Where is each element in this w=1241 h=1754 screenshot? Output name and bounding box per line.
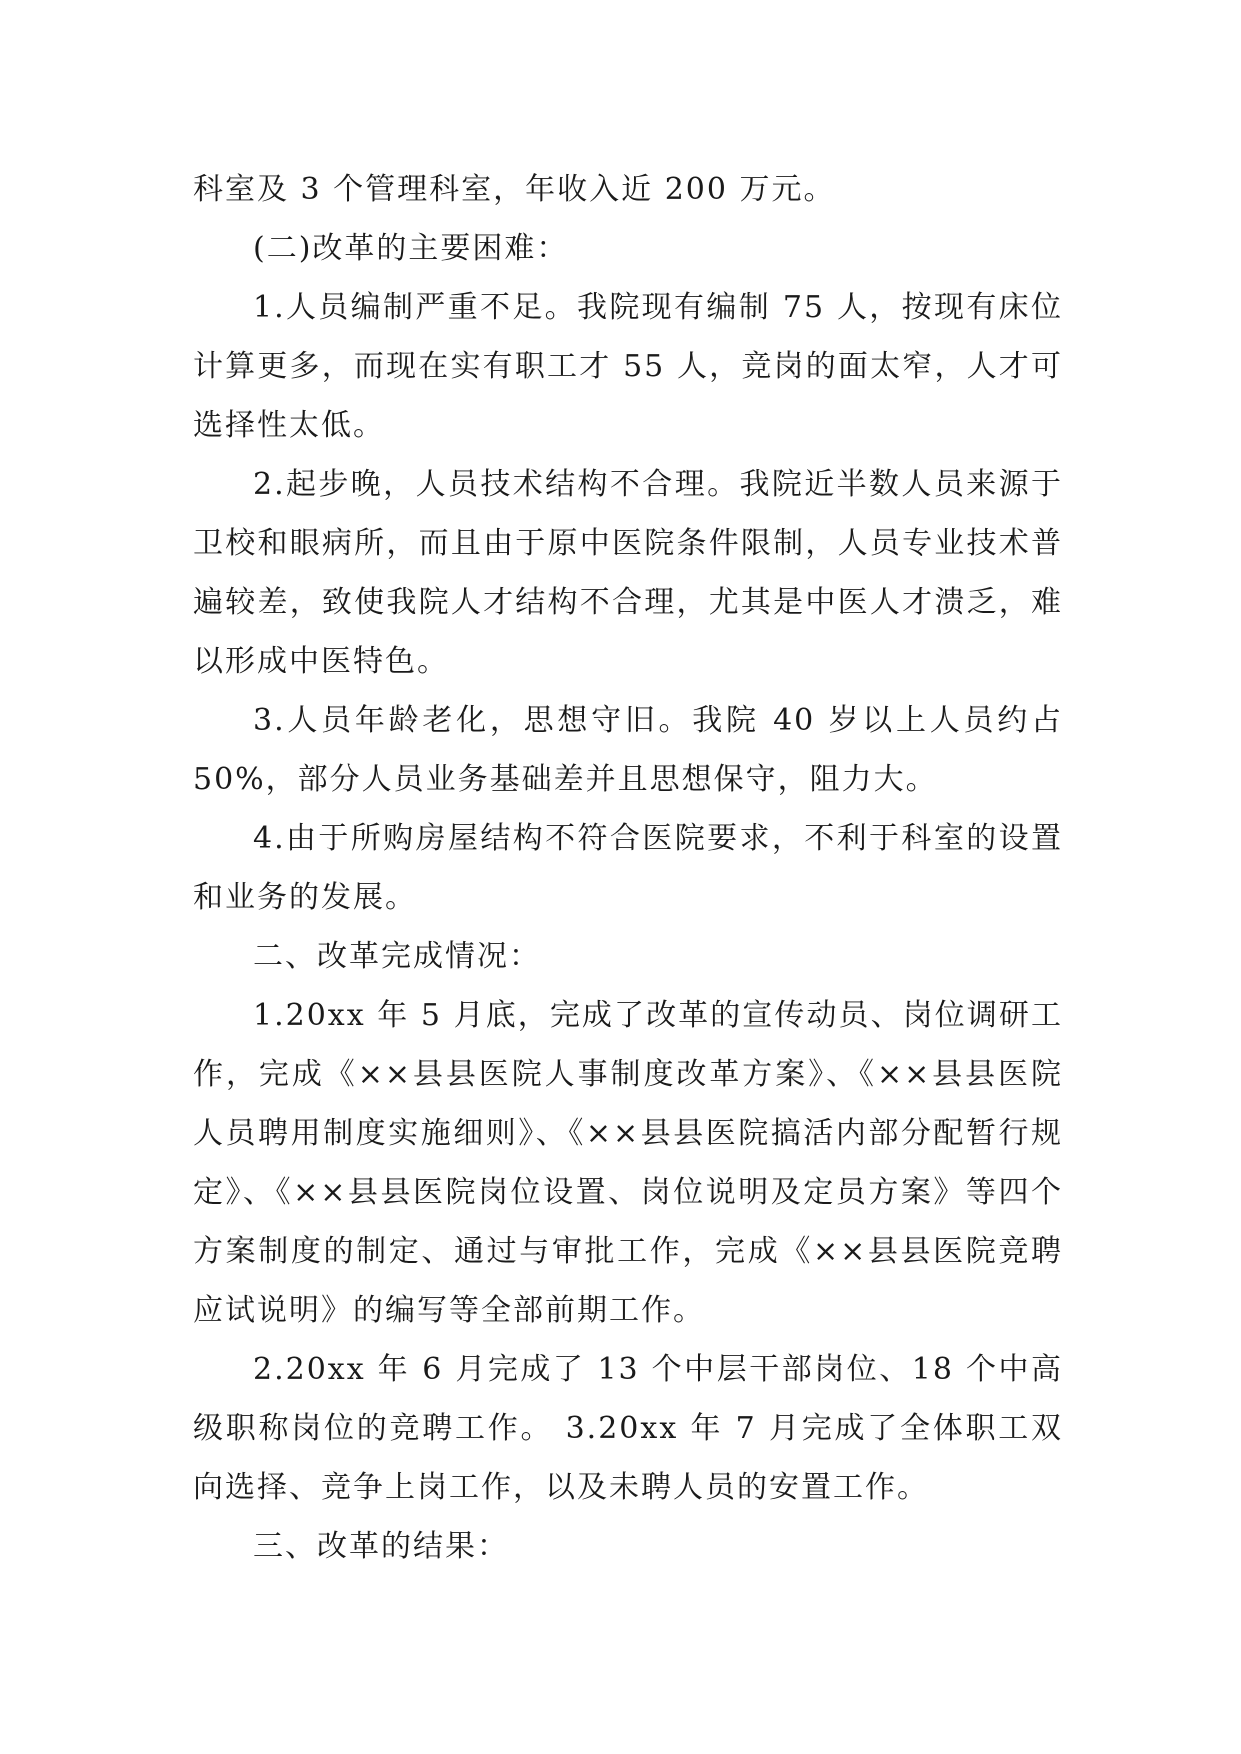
paragraph-continuation: 科室及 3 个管理科室，年收入近 200 万元。 [193,172,836,207]
subheading-difficulties: (二)改革的主要困难： [253,231,569,266]
paragraph-item-3: 3.人员年龄老化，思想守旧。我院 40 岁以上人员约占 50%，部分人员业务基础差并且思想保守，阻力大。 [193,703,1063,797]
paragraph-completion-1: 1.20xx 年 5 月底，完成了改革的宣传动员、岗位调研工作，完成《××县县医院人事制度改革方案》、《××县县医院人员聘用制度实施细则》、《××县县医院搞活内部分配暂行规定》、《××县县医院岗位设置、岗位说明及定员方案》等四个方案制度的制定、通过与审批工作，完成《××县县医院竞聘应试说明》的编写等全部前期工作。 [193,998,1063,1328]
heading-completion: 二、改革完成情况： [253,939,541,974]
paragraph-item-2: 2.起步晚，人员技术结构不合理。我院近半数人员来源于卫校和眼病所，而且由于原中医院条件限制，人员专业技术普遍较差，致使我院人才结构不合理，尤其是中医人才溃乏，难以形成中医特色。 [193,467,1063,679]
paragraph-item-1: 1.人员编制严重不足。我院现有编制 75 人，按现有床位计算更多，而现在实有职工才 55 人，竞岗的面太窄，人才可选择性太低。 [193,290,1063,443]
paragraph-completion-2: 2.20xx 年 6 月完成了 13 个中层干部岗位、18 个中高级职称岗位的竞聘工作。 3.20xx 年 7 月完成了全体职工双向选择、竞争上岗工作，以及未聘人员的安置工作。 [193,1352,1063,1505]
heading-results: 三、改革的结果： [253,1529,509,1564]
document-body [193,160,1063,1576]
paragraph-item-4: 4.由于所购房屋结构不符合医院要求，不利于科室的设置和业务的发展。 [193,821,1063,915]
